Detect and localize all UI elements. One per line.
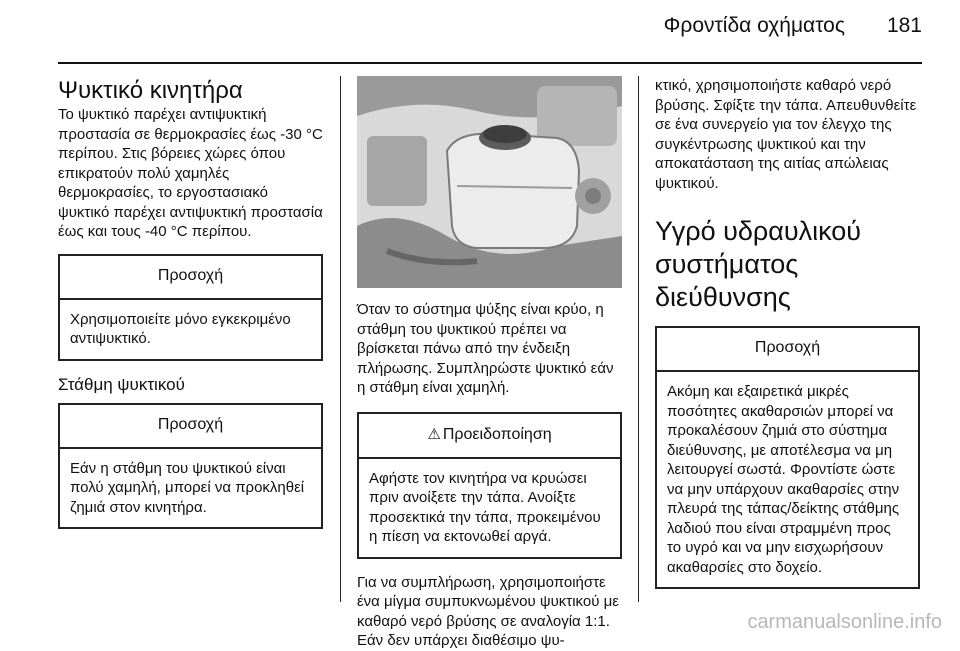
caution-title: Προσοχή — [60, 405, 321, 449]
header-rule — [58, 62, 922, 64]
caution-box-level — [58, 403, 323, 530]
coolant-intro-text: Το ψυκτικό παρέχει αντιψυκτική προστασία σε θερμοκρασίες έως -30 °C περίπου. Στις βόρειες χώρες όπου επικρατούν πολύ χαμηλές θερμοκρασίες, το εργοστασιακό ψυκτικό παρέχει αντιψυκτική προστασία έως και τους -40 °C περίπου. — [58, 106, 323, 240]
subheading-coolant-level: Στάθμη ψυκτικού — [58, 374, 185, 394]
caution-text: Χρησιμοποιείτε μόνο εγκεκριμένο αντιψυκτικό. — [70, 310, 291, 347]
photo-caption: Όταν το σύστημα ψύξης είναι κρύο, η στάθμη του ψυκτικού πρέπει να βρίσκεται πάνω από την ένδειξη πλήρωσης. Συμπληρώστε ψυκτικό εάν η στάθμη είναι χαμηλή. — [357, 301, 614, 396]
section-heading-power-steering: Υγρό υδραυλικού συστήματος διεύθυνσης — [655, 216, 862, 312]
refill-instructions-text: Για να συμπλήρωση, χρησιμοποιήστε ένα μίγμα συμπυκνωμένου ψυκτικού με καθαρό νερό βρύσης σε αναλογία 1:1. Εάν δεν υπάρχει διαθέσιμο ψυ- — [357, 573, 619, 649]
column-divider-left — [340, 76, 341, 602]
caution-box-steering — [655, 326, 920, 589]
refill-continued-text: κτικό, χρησιμοποιήστε καθαρό νερό βρύσης. Σφίξτε την τάπα. Απευθυνθείτε σε ένα συνεργείο για τον έλεγχο της συγκέντρωσης ψυκτικού και την αποκατάσταση της αιτίας απώλειας ψυκτικού. — [655, 77, 917, 192]
column-3 — [655, 76, 920, 589]
column-2 — [357, 76, 622, 651]
caution-title: Προσοχή — [60, 256, 321, 300]
column-1 — [58, 76, 323, 529]
column-divider-right — [638, 76, 639, 602]
warning-title-row — [359, 414, 620, 459]
caution-title: Προσοχή — [657, 328, 918, 372]
warning-triangle-icon: ⚠ — [427, 425, 441, 443]
header-title: Φροντίδα οχήματος — [663, 14, 845, 37]
caution-box-antifreeze — [58, 254, 323, 361]
engine-coolant-reservoir-photo — [357, 76, 622, 288]
caution-text: Ακόμη και εξαιρετικά μικρές ποσότητες ακαθαρσιών μπορεί να προκαλέσουν ζημιά στο σύστημα διεύθυνσης, με αποτέλεσμα να μη λειτουργεί σωστά. Φροντίστε ώστε να μην υπάρχουν ακαθαρσίες στην πλευρά της τάπας/δείκτης στάθμης λαδιού που είναι στραμμένη προς το υγρό και να μην εισχωρήσουν ακαθαρσίες στο δοχείο. — [667, 383, 900, 576]
warning-box — [357, 412, 622, 559]
warning-text: Αφήστε τον κινητήρα να κρυώσει πριν ανοίξετε την τάπα. Ανοίξτε προσεκτικά την τάπα, προκειμένου η πίεση να εκτονωθεί αργά. — [369, 469, 601, 545]
page-number: 181 — [886, 14, 922, 37]
caution-text: Εάν η στάθμη του ψυκτικού είναι πολύ χαμηλή, μπορεί να προκληθεί ζημιά στον κινητήρα. — [70, 459, 305, 516]
section-heading-coolant: Ψυκτικό κινητήρα — [58, 77, 243, 104]
watermark: carmanualsonline.info — [747, 611, 942, 633]
warning-title: Προειδοποίηση — [442, 425, 552, 443]
